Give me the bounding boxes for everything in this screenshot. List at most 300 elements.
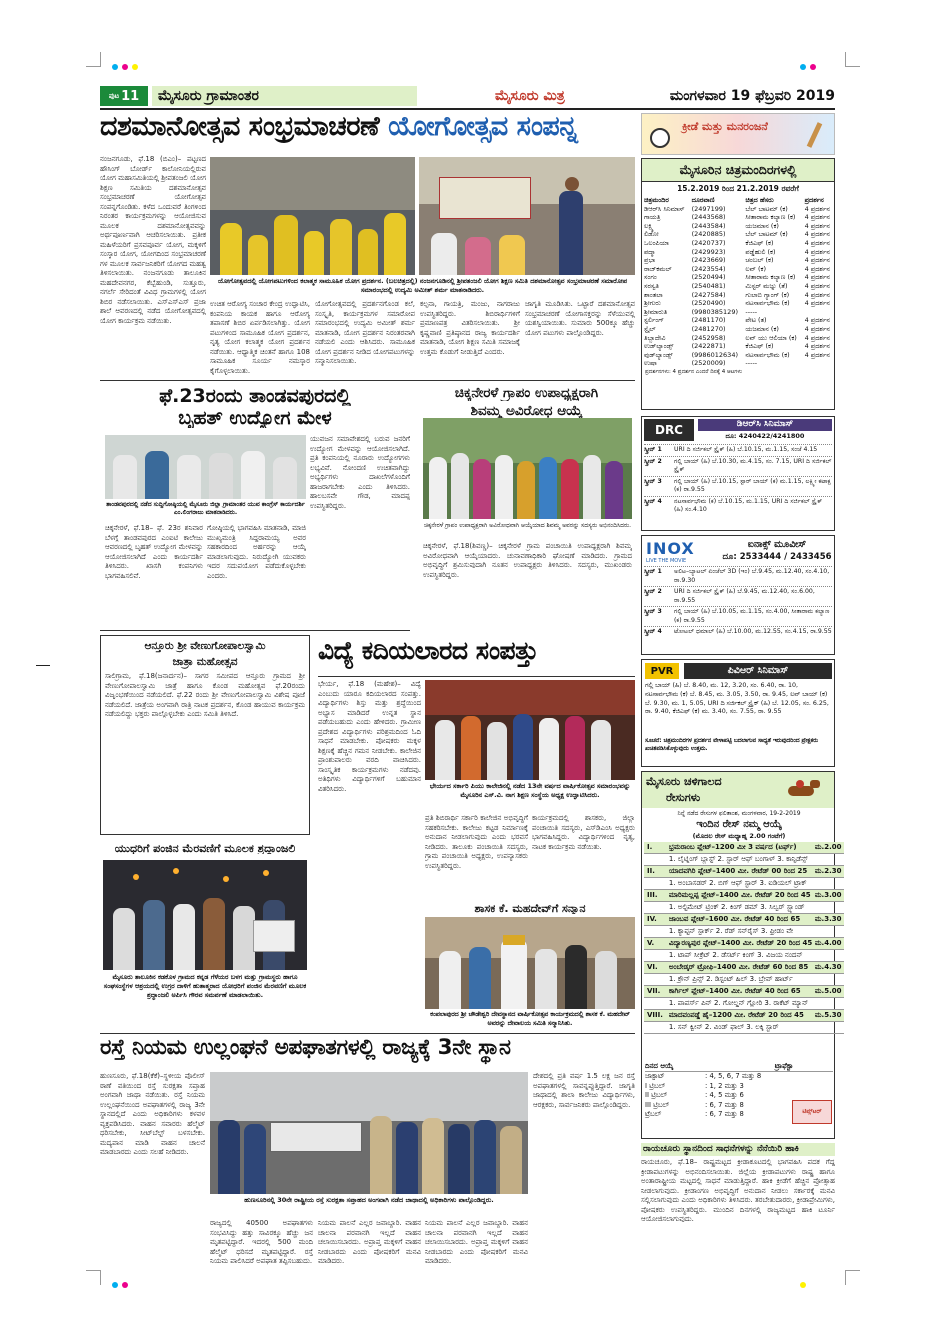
drc-phone: ದೂ: 4240422/4241800 bbox=[725, 432, 805, 440]
cinema-cell: ವುಡ್‌ಲ್ಯಾಂಡ್ಸ್ bbox=[644, 350, 673, 359]
road-col-3: ನಿಯಮ ಪಾಲನೆ ಎಲ್ಲರ ಜವಾಬ್ದಾರಿ. ವಾಹನ ಚಾಲನಾ ಪರವಾನಗಿ ಇಲ್ಲದೆ ವಾಹನ ಚಲಾಯಿಸಬಾರದು. ಅಪ್ರಾಪ್ತ ಮಕ್ಕಳಿಗೆ ವಾಹನ ನೀಡಬಾರದು ಎಂದು ಪೋಷಕರಿಗೆ ಮನವಿ ಮಾಡಿದರು. bbox=[318, 1219, 421, 1265]
race-cell: ಮಾರಿಮಲ್ಲಪ್ಪ ಪ್ಲೇಟ್–1400 ಮೀ. ರೇಟೆಡ್ 20 ರಿಂದ 45 bbox=[666, 890, 812, 902]
page-header bbox=[100, 86, 835, 106]
screen-label: ಸ್ಕ್ರೀನ್ 2 bbox=[644, 588, 662, 595]
chikkanerale-headline-2: ಶಿವಮ್ಮ ಅವಿರೋಧ ಆಯ್ಕೆ bbox=[470, 404, 583, 418]
cinema-title: ಮೈಸೂರಿನ ಚಿತ್ರಮಂದಿರಗಳಲ್ಲಿ bbox=[642, 159, 834, 182]
race-cell: ಜಾಂಬವ ಪ್ಲೇಟ್–1600 ಮೀ. ರೇಟೆಡ್ 40 ರಿಂದ 65 bbox=[666, 914, 812, 926]
cinema-cell: 4 ಪ್ರದರ್ಶನ bbox=[804, 316, 830, 325]
race-cell: ಯಾದವಗಿರಿ ಪ್ಲೇಟ್–1400 ಮೀ. ರೇಟೆಡ್ 00 ರಿಂದ 25 bbox=[666, 866, 812, 878]
race-cell: 1. ಅಂಬಾಸಡರ್ 2. ಬಿಗ್ ಆಫ್ ಸ್ಟಾರ್ 3. ಐಡಿಯಲ್ ಟ್ರಾಕ್ bbox=[666, 878, 812, 890]
race-cell: ಮ.5.00 bbox=[812, 986, 845, 998]
drc-logo: DRC bbox=[644, 419, 694, 441]
race-row bbox=[644, 914, 844, 926]
lead-col-3: ಯೋಗೋತ್ಸವದಲ್ಲಿ ಪ್ರದರ್ಶನಗೊಂಡ ಕಲೆ, ಸಂಸ್ಕೃತಿ, ಕಾರ್ಯಕ್ರಮಗಳ ಸಮಾರೋಪ ಸಮಾರಂಭದಲ್ಲಿ ಉದ್ಯಮಿ ಅಮೀತ್ ಶರ್ಮ ಮಾತನಾಡಿ, ಯೋಗ ಪ್ರದರ್ಶನ ನಿರಂತರವಾಗಿ ನಡೆಯಲಿ ಎಂದು ಆಶಿಸಿದರು. ಸಾಮೂಹಿಕ ಯೋಗ ಪ್ರದರ್ಶನ ನೀಡಿದ ಯೋಗಪಟುಗಳನ್ನು ಸನ್ಮಾನಿಸಲಾಯಿತು. bbox=[315, 300, 415, 365]
inox-row bbox=[644, 606, 832, 626]
registration-mark bbox=[112, 64, 118, 70]
cinema-cell: (2443584) bbox=[691, 221, 726, 230]
cinema-col-head: ಚಿತ್ರಮಂದಿರ bbox=[644, 196, 669, 204]
cinema-cell: (2420737) bbox=[691, 238, 726, 247]
race-cell bbox=[812, 950, 845, 962]
mahadev-caption: ಕಂಪಲಾಪುರದ ಶ್ರೀ ಚೌಡೇಶ್ವರಿ ದೇವಸ್ಥಾನದ ವಾರ್ಷಿಕೋತ್ಸವ ಕಾರ್ಯಕ್ರಮದಲ್ಲಿ ಶಾಸಕ ಕೆ. ಮಹದೇವ್ ಅವರನ್ನು ದೇವಾಲಯ ಸಮಿತಿ ಸನ್ಮಾನಿಸಿತು. bbox=[430, 1011, 630, 1027]
race-cell: III. bbox=[644, 890, 666, 902]
inox-row bbox=[644, 626, 832, 638]
race-row bbox=[644, 866, 844, 878]
extra-label: I ಟ್ರಿಬಲ್ bbox=[645, 1081, 666, 1090]
cinema-cell: ಸ್ಟರ್ಲಿಂಗ್ bbox=[644, 316, 664, 325]
registration-mark bbox=[112, 1282, 118, 1288]
cinema-row bbox=[642, 239, 834, 248]
cinema-cell: ಗುಲಾಬಿ ಗ್ಯಾಂಗ್ (ಕ) bbox=[745, 290, 790, 299]
race-extra-row bbox=[645, 1072, 833, 1082]
cinema-row bbox=[642, 299, 834, 308]
cinema-cell: (2443568) bbox=[691, 213, 726, 222]
cinema-cell: (2423669) bbox=[691, 256, 726, 265]
vidya-caption: ಭೇರ್ಯದ ಸರ್ಕಾರಿ ಪಿಯು ಕಾಲೇಜಿನಲ್ಲಿ ನಡೆದ 13ನೇ ವರ್ಷದ ವಾರ್ಷಿಕೋತ್ಸವ ಸಮಾರಂಭವನ್ನು ಮೈಸೂರಿನ ಎಸ್.ವಿ. ನಾಗ ಶಿಕ್ಷಣ ಸಂಸ್ಥೆಯ ಅಧ್ಯಕ್ಷ ಉದ್ಘಾಟಿಸಿದರು. bbox=[429, 782, 631, 799]
cinema-row bbox=[642, 359, 834, 368]
registration-mark bbox=[132, 64, 138, 70]
chikkanerale-col-1: ಚಿಕ್ಕನೇರಳೆ, ಫೆ.18(ಶಿವಣ್ಣ)– ಚಿಕ್ಕನೇರಳೆ ಗ್ರಾಮ ಪಂಚಾಯಿತಿ ಉಪಾಧ್ಯಕ್ಷರಾಗಿ ಶಿವಮ್ಮ ಅವಿರೋಧವಾಗಿ ಆಯ್ಕೆಯಾದರು. ಚುನಾವಣಾಧಿಕಾರಿ ಘೋಷಣೆ ಮಾಡಿದರು. ಗ್ರಾಮದ ಅಭಿವೃದ್ಧಿಗೆ ಶ್ರಮಿಸುವುದಾಗಿ ನೂತನ ಉಪಾಧ್ಯಕ್ಷರು ತಿಳಿಸಿದರು. ಸದಸ್ಯರು, ಮುಖಂಡರು ಉಪಸ್ಥಿತರಿದ್ದರು. bbox=[423, 542, 632, 579]
cinema-row bbox=[642, 230, 834, 239]
screen-label: ಸ್ಕ್ರೀನ್ 3 bbox=[644, 608, 662, 615]
cinema-cell: ಪೇಟ (ತ) bbox=[745, 316, 767, 325]
race-cell: II. bbox=[644, 866, 666, 878]
vidya-headline: ವಿದ್ಯೆ ಕದಿಯಲಾರದ ಸಂಪತ್ತು bbox=[318, 638, 538, 665]
races-title-bar bbox=[642, 772, 834, 808]
race-row bbox=[644, 1022, 844, 1034]
jatra-title-1: ಆನ್ತೂರು ಶ್ರೀ ವೇಣುಗೋಪಾಲಸ್ವಾಮಿ bbox=[144, 640, 266, 652]
divider bbox=[100, 380, 635, 381]
cinema-cell: 4 ಪ್ರದರ್ಶನ bbox=[804, 273, 830, 282]
race-cell: 1. ಟಾಪ್ ಸೀಕ್ರೆಟ್ 2. ಡೆಸರ್ಟ್ ಕಿಂಗ್ 3. ವಿಜಯ ನಂದನ್ bbox=[666, 950, 812, 962]
cinema-cell: 4 ಪ್ರದರ್ಶನ bbox=[804, 230, 830, 239]
cinema-cell: (2427584) bbox=[691, 290, 726, 299]
cinema-cell: ಸೀತಾರಾಮ ಕಲ್ಯಾಣ (ಕ) bbox=[745, 273, 796, 282]
cinema-row bbox=[642, 325, 834, 334]
race-cell: ಮಾದವಂಪಡ್ಡೆ ಹೈ–1200 ಮೀ. ರೇಟೆಡ್ 20 ರಿಂದ 45 bbox=[666, 1010, 812, 1022]
show-times: ಟೋಟಲ್ ಧಮಾಲ್ (ಹಿ) ಬೆ.10.00, ಮ.12.55, ಸಂ.4.15, ರಾ.9.55 bbox=[674, 628, 832, 635]
cinema-row bbox=[642, 248, 834, 257]
cinema-cell: (2481270) bbox=[691, 324, 726, 333]
road-col-1: ಹುಣಸೂರು, ಫೆ.18(ಕೆಕೆ)–ಸ್ಥಳೀಯ ಪೊಲೀಸ್ ಠಾಣೆ ವತಿಯಿಂದ ರಸ್ತೆ ಸುರಕ್ಷತಾ ಸಪ್ತಾಹ ಅಂಗವಾಗಿ ಜಾಥಾ ನಡೆಯಿತು. ರಸ್ತೆ ನಿಯಮ ಉಲ್ಲಂಘನೆಯಿಂದ ಅಪಘಾತಗಳಲ್ಲಿ ರಾಜ್ಯ 3ನೇ ಸ್ಥಾನದಲ್ಲಿದೆ ಎಂದು ಅಧಿಕಾರಿಗಳು ಕಳವಳ ವ್ಯಕ್ತಪಡಿಸಿದರು. ವಾಹನ ಸವಾರರು ಹೆಲ್ಮೆಟ್ ಧರಿಸಬೇಕು, ಸೀಟ್‌ಬೆಲ್ಟ್ ಬಳಸಬೇಕು. ಮದ್ಯಪಾನ ಮಾಡಿ ವಾಹನ ಚಾಲನೆ ಮಾಡಬಾರದು ಎಂದು ಸಲಹೆ ನೀಡಿದರು. bbox=[100, 1072, 205, 1156]
extra-value: : 4, 5 ಮತ್ತು 6 bbox=[705, 1091, 744, 1099]
lead-col-4: ಕಲ್ಪನಾ, ಗಾಯತ್ರಿ, ಮಂಜು, ನಾಗರಾಜು ಉಪಸ್ಥಿತರಿದ್ದರು. ಶಿಬಿರಾರ್ಥಿಗಳಿಗೆ ಪ್ರಮಾಣಪತ್ರ ವಿತರಿಸಲಾಯಿತು. ಶ್ರೀ ಕೃಷ್ಣವಾಣಿ ಪ್ರತಿಷ್ಠಾನದ ರಾಜ್ಯ ಕಾರ್ಯದರ್ಶಿ ಮಾತನಾಡಿ, ಯೋಗ ಶಿಕ್ಷಣ ಸಮಿತಿ ಸಮಾಜಕ್ಕೆ ಉತ್ತಮ ಕೊಡುಗೆ ನೀಡುತ್ತಿದೆ ಎಂದರು. bbox=[420, 300, 520, 356]
extra-value: : 6, 7 ಮತ್ತು 8 bbox=[705, 1100, 744, 1109]
show-times: URI ದಿ ಸರ್ಜಿಕಲ್ ಸ್ಟ್ರೈಕ್ (ಹಿ) ಬೆ.9.45, ಮ.12.40, ಸಂ.6.00, ರಾ.9.55 bbox=[674, 588, 815, 604]
cinema-cell: ಡಿಆರ್‌ಸಿ ಸಿನಿಮಾಸ್ bbox=[644, 204, 685, 213]
cinema-cell: ----- bbox=[745, 359, 758, 368]
mahadev-headline: ಶಾಸಕ ಕೆ. ಮಹದೇವ್‌ಗೆ ಸನ್ಮಾನ bbox=[474, 903, 586, 914]
margin-dash bbox=[36, 665, 50, 666]
jatra-title-2: ಜಾತ್ರಾ ಮಹೋತ್ಸವ bbox=[172, 656, 238, 668]
inox-rows bbox=[644, 566, 832, 638]
cinema-note: ಪ್ರದರ್ಶನಗಳು: 4 ಪ್ರದರ್ಶನ ಎಂದರೆ ದಿನಕ್ಕೆ 4 ಆಟಗಳು bbox=[645, 368, 742, 375]
race-cell bbox=[812, 998, 845, 1010]
lead-photo-1 bbox=[210, 157, 415, 275]
race-row bbox=[644, 938, 844, 950]
jobfair-caption: ತಾಂಡವಪುರದಲ್ಲಿ ನಡೆದ ಸುದ್ದಿಗೋಷ್ಠಿಯಲ್ಲಿ ಮೈಸೂರು ಜಿಲ್ಲಾ ಗ್ರಾಮಾಂತರ ಯುವ ಕಾಂಗ್ರೆಸ್ ಕಾರ್ಯದರ್ಶಿ ಎಂ.ಲಿಂಗರಾಜು ಮಾತನಾಡಿದರು. bbox=[106, 501, 305, 516]
lead-col-5: ಜಾಗೃತಿ ಮೂಡಿಸಿತು. ಒಟ್ಟಾರೆ ದಶಮಾನೋತ್ಸವ ಸಂಭ್ರಮಾಚರಣೆ ಯೋಗಾಸಕ್ತರನ್ನು ಸೆಳೆಯುವಲ್ಲಿ ಯಶಸ್ವಿಯಾಯಿತು. ಸುಮಾರು 500ಕ್ಕೂ ಹೆಚ್ಚು ಯೋಗ ಪಟುಗಳು ಪಾಲ್ಗೊಂಡಿದ್ದರು. bbox=[525, 300, 635, 337]
cinema-cell: 4 ಪ್ರದರ್ಶನ bbox=[804, 264, 830, 273]
crop-mark bbox=[845, 1270, 860, 1285]
jobfair-photo bbox=[105, 435, 306, 499]
show-times: ಅಲಿಟ–ಬ್ಯಾಟಲ್ ಏಂಜೆಲ್ 3D (ಇಂ) ಬೆ.9.45, ಮ.12.40, ಸಂ.4.10, ರಾ.9.30 bbox=[674, 568, 830, 584]
race-cell bbox=[644, 1022, 666, 1034]
race-cell bbox=[812, 926, 845, 938]
cinema-cell: ಪದ್ಮಾ bbox=[644, 247, 656, 256]
show-times: ಗಲ್ಲಿ ಬಾಯ್ (ಹಿ) ಬೆ.10.05, ಮ.1.15, ಸಂ.4.00, ಸೀತಾರಾಮ ಕಲ್ಯಾಣ (ಕ) ರಾ.9.55 bbox=[674, 608, 830, 624]
cinema-cell: ಒಲಂಪಿಯಾ bbox=[644, 238, 669, 247]
inox-box bbox=[641, 535, 835, 655]
screen-label: ಸ್ಕ್ರೀನ್ 1 bbox=[644, 446, 662, 453]
crop-mark bbox=[86, 52, 101, 67]
cricket-bat-icon bbox=[807, 122, 823, 148]
race-cell: ಅಂಬೇಡ್ಕರ್ ಟ್ರೋಫಿ–1400 ಮೀ. ರೇಟೆಡ್ 60 ರಿಂದ 85 bbox=[666, 962, 812, 974]
cinema-row bbox=[642, 282, 834, 291]
cinema-cell: (2420885) bbox=[691, 230, 726, 239]
jatra-body: ಸಾಲಿಗ್ರಾಮ, ಫೆ.18(ಜನಾರ್ದನ)– ಸಾಗರ ಸಮೀಪದ ಆನ್ತೂರು ಗ್ರಾಮದ ಶ್ರೀ ವೇಣುಗೋಪಾಲಸ್ವಾಮಿ ಜಾತ್ರೆ ಹಾಗೂ ಕೊಂಡ ಮಹೋತ್ಸವ ಫೆ.20ರಂದು ವಿಜೃಂಭಣೆಯಿಂದ ನಡೆಯಲಿದೆ. ಫೆ.22 ರಂದು ಶ್ರೀ ವೇಣುಗೋಪಾಲಸ್ವಾಮಿ ವಿಶೇಷ ಪೂಜೆ ನಡೆಯಲಿದೆ. ಜಾತ್ರೆಯ ಅಂಗವಾಗಿ ರಾತ್ರಿ ನಾಟಕ ಪ್ರದರ್ಶನ, ಕೊಂಡ ಹಾಯುವ ಕಾರ್ಯಕ್ರಮ ನಡೆಯಲಿದ್ದು ಭಕ್ತರು ಪಾಲ್ಗೊಳ್ಳಬೇಕು ಎಂದು ಸಮಿತಿ ತಿಳಿಸಿದೆ. bbox=[105, 672, 305, 718]
races-sub: ನಿನ್ನೆ ನಡೆದ ರೇಸುಗಳ ಫಲಿತಾಂಶ, ಮಂಗಳವಾರ, 19-2-2019 bbox=[677, 810, 801, 817]
chikkanerale-headline-1: ಚಿಕ್ಕನೇರಳೆ ಗ್ರಾಪಂ ಉಪಾಧ್ಯಕ್ಷರಾಗಿ bbox=[454, 387, 599, 401]
inox-tagline: LIVE THE MOVIE bbox=[646, 558, 687, 564]
pvr-body: ಗಲ್ಲಿ ಬಾಯ್ (ಹಿ) ಬೆ. 8.40, ಮ. 12, 3.20, ಸಂ. 6.40, ರಾ. 10, ನಟಸಾರ್ವಭೌಮ (ಕ) ಬೆ. 8.45, ಮ. 3.05, 3.50, ರಾ. 9.45, ಲವ್ ಬಾಯ್ (ಕ) ಬೆ. 9.30, ಮ. 1, 5.05, URI ದಿ ಸರ್ಜಿಕಲ್ ಸ್ಟ್ರೈಕ್ (ಹಿ) ಬೆ. 12.05, ಸಂ. 6.25, ರಾ. 9.40, ಕೆಜಿಎಫ್ (ಕ) ಮ. 3.40, ಸಂ. 7.55, ರಾ. 9.55 bbox=[645, 682, 829, 716]
road-caption: ಹುಣಸೂರಿನಲ್ಲಿ 30ನೇ ರಾಷ್ಟ್ರೀಯ ರಸ್ತೆ ಸುರಕ್ಷತಾ ಸಪ್ತಾಹದ ಅಂಗವಾಗಿ ನಡೆದ ಜಾಥಾದಲ್ಲಿ ಅಧಿಕಾರಿಗಳು ಪಾಲ್ಗೊಂಡಿದ್ದರು. bbox=[244, 1196, 494, 1204]
race-row bbox=[644, 902, 844, 914]
tipster-badge: ಟಿಪ್ಸ್‌ಟರ್ bbox=[792, 1100, 832, 1124]
race-cell bbox=[812, 1022, 845, 1034]
race-cell: ಭ್ರಮರಾಂಬ ಪ್ಲೇಟ್–1200 ಮೀ 3 ವರ್ಷದ (ಟರ್ಫ್) bbox=[666, 842, 812, 854]
race-cell bbox=[812, 878, 845, 890]
race-cell: ಮ.3.00 bbox=[812, 890, 845, 902]
drc-title: ಡಿಆರ್‌ಸಿ ಸಿನಿಮಾಸ್ bbox=[698, 419, 832, 431]
cinema-row bbox=[642, 265, 834, 274]
race-row bbox=[644, 1010, 844, 1022]
rayachur-headline: ರಾಯಚೂರು ಸ್ಥಾನದಿಂದ ಸಾಧನೆಗಳನ್ನು ನೆನೆಯಿರಿ ಹಾಕಿ bbox=[641, 1143, 835, 1156]
torch-photo bbox=[103, 860, 307, 970]
jobfair-headline-2: ಬೃಹತ್ ಉದ್ಯೋಗ ಮೇಳ bbox=[178, 409, 332, 428]
race-cell: ಮ.5.30 bbox=[812, 1010, 845, 1022]
extra-label: ಟ್ರೆಬಲ್ bbox=[645, 1110, 662, 1118]
cinema-col-head: ಪ್ರದರ್ಶನ bbox=[804, 196, 824, 204]
races-table bbox=[644, 842, 844, 1034]
pvr-title: ಪಿವಿಆರ್ ಸಿನಿಮಾಸ್ bbox=[684, 663, 832, 679]
cinema-cell: ಶ್ರೀಗುರು bbox=[644, 299, 661, 308]
divider bbox=[100, 1033, 635, 1034]
cinema-cell: ಶ್ರೀಮಾರುತಿ bbox=[644, 307, 668, 316]
torch-caption: ಮೈಸೂರು ತಾಲೂಕಿನ ಕಡಕೊಳ ಗ್ರಾಮದ ಕನ್ನಡ ಗೆಳೆಯರ ಬಳಗ ಮತ್ತು ಗ್ರಾಮಸ್ಥರು ಹಾಗೂ ಸಂಘಸಂಸ್ಥೆಗಳ ಆಶ್ರಯದಲ್ಲಿ ಉಗ್ರರ ದಾಳಿಗೆ ಹುತಾತ್ಮರಾದ ಯೋಧರಿಗೆ ಪಂಜಿನ ಮೆರವಣಿಗೆ ಮೂಲಕ ಶ್ರದ್ಧಾಂಜಲಿ ಅರ್ಪಿಸಿ ಗೌರವ ಸಮರ್ಪಣೆ ಮಾಡಲಾಯಿತು. bbox=[103, 973, 307, 999]
race-row bbox=[644, 890, 844, 902]
lead-headline-a: ದಶಮಾನೋತ್ಸವ ಸಂಭ್ರಮಾಚರಣೆ bbox=[100, 113, 380, 142]
inox-logo-text: INOX bbox=[646, 539, 695, 558]
race-row bbox=[644, 854, 844, 866]
cinema-cell: (2422871) bbox=[691, 342, 726, 351]
jobfair-headline-1: ಫೆ.23ರಂದು ತಾಂಡವಪುರದಲ್ಲಿ bbox=[159, 387, 351, 406]
inox-row bbox=[644, 566, 832, 586]
cinema-row bbox=[642, 205, 834, 214]
cinema-dates: 15.2.2019 ರಿಂದ 21.2.2019 ರವರೆಗೆ bbox=[677, 184, 799, 193]
lead-caption: ಯೋಗೋತ್ಸವದಲ್ಲಿ ಯೋಗಪಟುಗಳಿಂದ ಕಲಾತ್ಮಕ ಸಾಮೂಹಿಕ ಯೋಗ ಪ್ರದರ್ಶನ. (ಬಲಚಿತ್ರದಲ್ಲಿ) ನಂಜನಗೂಡಿನಲ್ಲಿ ಶ್ರೀಪತಂಜಲಿ ಯೋಗ ಶಿಕ್ಷಣ ಸಮಿತಿ ದಶಮಾನೋತ್ಸವ ಸಂಭ್ರಮಾಚರಣೆ ಸಮಾರೋಪ ಸಮಾರಂಭದಲ್ಲಿ ಉದ್ಯಮಿ ಅಮೀತ್ ಶರ್ಮ ಮಾತನಾಡಿದರು. bbox=[217, 277, 628, 294]
cinema-row bbox=[642, 273, 834, 282]
cinema-row bbox=[642, 351, 834, 360]
race-row bbox=[644, 926, 844, 938]
cinema-cell: ಯಜಮಾನ (ಕ) bbox=[745, 324, 779, 333]
race-cell bbox=[644, 950, 666, 962]
cinema-cell: ಲವ್ ಯು ಆಲಿಯಾ (ಕ) bbox=[745, 333, 797, 342]
screen-label: ಸ್ಕ್ರೀನ್ 4 bbox=[644, 628, 662, 635]
road-col-2: ರಾಜ್ಯದಲ್ಲಿ 40500 ಅಪಘಾತಗಳು ಸಂಭವಿಸಿದ್ದು ಹತ್ತು ಸಾವಿರಕ್ಕೂ ಹೆಚ್ಚು ಜನ ಮೃತಪಟ್ಟಿದ್ದಾರೆ. ಇದರಲ್ಲಿ 500 ಮಂದಿ ಹೆಲ್ಮೆಟ್ ಧರಿಸದೆ ಮೃತಪಟ್ಟಿದ್ದಾರೆ. ರಸ್ತೆ ನಿಯಮ ಪಾಲಿಸಿದರೆ ಅಪಘಾತ ತಪ್ಪಿಸಬಹುದು. bbox=[210, 1219, 313, 1265]
cinema-row bbox=[642, 308, 834, 317]
torch-headline: ಯುಧರಿಗೆ ಪಂಜಿನ ಮೆರವಣಿಗೆ ಮೂಲಕ ಶ್ರದ್ಧಾಂಜಲಿ bbox=[114, 843, 296, 854]
football-icon bbox=[650, 128, 670, 148]
page-no: 11 bbox=[121, 88, 140, 104]
race-cell bbox=[644, 902, 666, 914]
jobfair-col-3: ಯುವಜನ ಸಮಾವೇಶದಲ್ಲಿ ಬರುವ ಜನರಿಗೆ ಉದ್ಯೋಗ ಮೇಳವನ್ನು ಆಯೋಜಿಸಲಾಗಿದೆ. ಪ್ರತಿ ಕಂಪನಿಯಲ್ಲಿ ನೂರಾರು ಉದ್ಯೋಗಗಳು ಲಭ್ಯವಿವೆ. ನೋಂದಣಿ ಉಚಿತವಾಗಿದ್ದು ಅಭ್ಯರ್ಥಿಗಳು ದಾಖಲೆಗಳೊಂದಿಗೆ ಹಾಜರಾಗಬೇಕು ಎಂದು ತಿಳಿಸಿದರು. ಹಾಲಬಸವೇ ಗೌಡ, ಮಾದಪ್ಪ ಉಪಸ್ಥಿತರಿದ್ದರು. bbox=[310, 435, 410, 510]
cinema-cell: (2520494) bbox=[691, 273, 726, 282]
cinema-cell: ಮಿಸ್ಟರ್ ಮಜ್ನು (ತೆ) bbox=[745, 281, 788, 290]
races-title-2: ರೇಸುಗಳು bbox=[666, 791, 701, 804]
divider bbox=[318, 676, 635, 677]
races-today: ಇಂದಿನ ರೇಸ್ ನಮ್ಮ ಆಯ್ಕೆ bbox=[696, 819, 782, 830]
section-title: ಮೈಸೂರು ಗ್ರಾಮಾಂತರ bbox=[152, 86, 417, 106]
cinema-cell: (9980385129) bbox=[691, 307, 738, 316]
cinema-row bbox=[642, 291, 834, 300]
race-cell: 1. ಲೈಟ್ನಿಂಗ್ ಬ್ಲಾಸ್ಟ್ 2. ಸ್ಟಾರ್ ಆಫ್ ಬಂಗಾಳ್ 3. ಕಾನ್ಫಿಡೆನ್ಸ್ bbox=[666, 854, 812, 866]
road-headline: ರಸ್ತೆ ನಿಯಮ ಉಲ್ಲಂಘನೆ ಅಪಘಾತಗಳಲ್ಲಿ ರಾಜ್ಯಕ್ಕೆ 3ನೇ ಸ್ಥಾನ bbox=[100, 1037, 511, 1060]
paper-logo: ಮೈಸೂರು ಮಿತ್ರ bbox=[495, 88, 565, 104]
issue-date: ಮಂಗಳವಾರ 19 ಫೆಬ್ರವರಿ 2019 bbox=[669, 88, 835, 104]
cinema-cell: 4 ಪ್ರದರ್ಶನ bbox=[804, 204, 830, 213]
cinema-cell: ಉಡ್‌ಲ್ಯಾಂಡ್ಸ್ bbox=[644, 342, 674, 351]
crop-mark bbox=[86, 1270, 101, 1285]
race-cell bbox=[644, 974, 666, 986]
cinema-cell: (2520490) bbox=[691, 299, 726, 308]
race-row bbox=[644, 986, 844, 998]
cinema-cell: ಪಡ್ಡೆಹುಲಿ (ಕ) bbox=[745, 247, 776, 256]
cinema-cell: (2481170) bbox=[691, 316, 726, 325]
road-col-4: ದೇಶದಲ್ಲಿ ಪ್ರತಿ ವರ್ಷ 1.5 ಲಕ್ಷ ಜನ ರಸ್ತೆ ಅಪಘಾತಗಳಲ್ಲಿ ಸಾವನ್ನಪ್ಪುತ್ತಿದ್ದಾರೆ. ಜಾಗೃತಿ ಜಾಥಾದಲ್ಲಿ ಶಾಲಾ ಕಾಲೇಜು ವಿದ್ಯಾರ್ಥಿಗಳು, ಆರಕ್ಷಕರು, ಸಾರ್ವಜನಿಕರು ಪಾಲ್ಗೊಂಡಿದ್ದರು. bbox=[533, 1072, 635, 1109]
cinema-cell: (2540481) bbox=[691, 281, 726, 290]
extra-head: ದಿನದ ಆಯ್ಕೆ bbox=[645, 1062, 674, 1070]
extra-head: ಟ್ರಾಫೆಕ್ಟಾ bbox=[774, 1062, 793, 1070]
horse-icon bbox=[782, 778, 824, 802]
page-number bbox=[100, 86, 148, 106]
inox-phone: ದೂ: 2533444 / 2433456 bbox=[722, 552, 832, 562]
header-rule bbox=[100, 108, 835, 110]
inox-row bbox=[644, 586, 832, 606]
cinema-cell: (2423554) bbox=[691, 264, 726, 273]
race-cell bbox=[644, 998, 666, 1010]
road-col-4b: ನಿಯಮ ಪಾಲನೆ ಎಲ್ಲರ ಜವಾಬ್ದಾರಿ. ವಾಹನ ಚಾಲನಾ ಪರವಾನಗಿ ಇಲ್ಲದೆ ವಾಹನ ಚಲಾಯಿಸಬಾರದು. ಅಪ್ರಾಪ್ತ ಮಕ್ಕಳಿಗೆ ವಾಹನ ನೀಡಬಾರದು ಎಂದು ಪೋಷಕರಿಗೆ ಮನವಿ ಮಾಡಿದರು. bbox=[425, 1219, 528, 1265]
extra-label: ಜಾಕ್ಪಾಟ್ bbox=[645, 1072, 665, 1080]
cinema-row bbox=[642, 334, 834, 343]
extra-label: II ಟ್ರಿಬಲ್ bbox=[645, 1091, 668, 1099]
cinema-cell: ಬೆಲ್ ಬಾಟಮ್ (ಕ) bbox=[745, 230, 788, 239]
cinema-cell: (2520009) bbox=[691, 359, 726, 368]
cinema-row bbox=[642, 342, 834, 351]
lead-headline-b: ಯೋಗೋತ್ಸವ ಸಂಪನ್ನ bbox=[388, 113, 578, 142]
cinema-cell: ನಟಸಾರ್ವಭೌಮ (ಕ) bbox=[745, 299, 790, 308]
race-cell bbox=[812, 902, 845, 914]
screen-label: ಸ್ಕ್ರೀನ್ 2 bbox=[644, 457, 662, 465]
cinema-cell: ತಿಬ್ಬಾದೇವಿ bbox=[644, 333, 666, 342]
jobfair-col-2: ಗೋಷ್ಠಿಯಲ್ಲಿ ಭಾಗವಹಿಸಿ ಮಾತನಾಡಿ, ಮಾಜಿ ಮುಖ್ಯಮಂತ್ರಿ ಸಿದ್ದರಾಮಯ್ಯ ಅವರ ಸಹಕಾರದಿಂದ ಅರ್ಹರನ್ನು ಆಯ್ಕೆ ಮಾಡಲಾಗುವುದು. ನಿರುದ್ಯೋಗಿ ಯುವಕರು ಇದರ ಸದುಪಯೋಗ ಪಡೆದುಕೊಳ್ಳಬೇಕು ಎಂದರು. bbox=[207, 524, 306, 580]
cinema-cell: 4 ಪ್ರದರ್ಶನ bbox=[804, 290, 830, 299]
sports-banner bbox=[641, 113, 835, 155]
vidya-col-3: ಕಾರ್ಯಕ್ರಮದಲ್ಲಿ ಶಾಸಕರು, ಜಿಲ್ಲಾ ಪಂಚಾಯಿತಿ ಸದಸ್ಯರು, ಎಸ್‌ಡಿಎಂಸಿ ಅಧ್ಯಕ್ಷರು ಭಾಗವಹಿಸಿದ್ದರು. ವಿದ್ಯಾರ್ಥಿಗಳಿಂದ ನೃತ್ಯ, ನಾಟಕ ಕಾರ್ಯಕ್ರಮ ನಡೆಯಿತು. bbox=[532, 814, 635, 851]
crop-mark bbox=[845, 52, 860, 67]
rayachur-body: ರಾಯಚೂರು, ಫೆ.18– ರಾಷ್ಟ್ರಮಟ್ಟದ ಕ್ರೀಡಾಕೂಟದಲ್ಲಿ ಭಾಗವಹಿಸಿ ಪದಕ ಗೆದ್ದ ಕ್ರೀಡಾಪಟುಗಳನ್ನು ಅಭಿನಂದಿಸಲಾಯಿತು. ಜಿಲ್ಲೆಯ ಕ್ರೀಡಾಪಟುಗಳು ರಾಷ್ಟ್ರ ಹಾಗೂ ಅಂತಾರಾಷ್ಟ್ರೀಯ ಮಟ್ಟದಲ್ಲಿ ಸಾಧನೆ ಮಾಡುತ್ತಿದ್ದಾರೆ. ಹಾಕಿ ಕ್ರೀಡೆಗೆ ಹೆಚ್ಚಿನ ಪ್ರೋತ್ಸಾಹ ನೀಡಲಾಗುವುದು. ಕ್ರೀಡಾಂಗಣ ಅಭಿವೃದ್ಧಿಗೆ ಅನುದಾನ ನೀಡಲು ಸರ್ಕಾರಕ್ಕೆ ಮನವಿ ಸಲ್ಲಿಸಲಾಗುವುದು ಎಂದು ಅಧಿಕಾರಿಗಳು ತಿಳಿಸಿದರು. ತರಬೇತುದಾರರು, ಕ್ರೀಡಾಪ್ರೇಮಿಗಳು, ಪೋಷಕರು ಉಪಸ್ಥಿತರಿದ್ದರು. ಮುಂದಿನ ದಿನಗಳಲ್ಲಿ ರಾಜ್ಯಮಟ್ಟದ ಹಾಕಿ ಟೂರ್ನಿ ಆಯೋಜಿಸಲಾಗುವುದು. bbox=[641, 1158, 835, 1223]
chikkanerale-caption: ಚಿಕ್ಕನೇರಳೆ ಗ್ರಾಪಂ ಉಪಾಧ್ಯಕ್ಷರಾಗಿ ಅವಿರೋಧವಾಗಿ ಆಯ್ಕೆಯಾದ ಶಿವಮ್ಮ ಅವರನ್ನು ಸದಸ್ಯರು ಅಭಿನಂದಿಸಿದರು. bbox=[423, 522, 632, 529]
cinema-row bbox=[642, 256, 834, 265]
race-cell: VI. bbox=[644, 962, 666, 974]
cinema-cell: (2497199) bbox=[691, 204, 726, 213]
race-cell: I. bbox=[644, 842, 666, 854]
page-label: ಪುಟ bbox=[108, 91, 120, 100]
cinema-cell: 4 ಪ್ರದರ್ಶನ bbox=[804, 324, 830, 333]
screen-label: ಸ್ಕ್ರೀನ್ 4 bbox=[644, 497, 662, 505]
race-cell: 1. ಸನ್ ಕ್ವೀನ್ 2. ವಿಂಡ್ ಫಾಲ್ 3. ಲಕ್ಕಿ ಸ್ಟಾರ್ bbox=[666, 1022, 812, 1034]
sports-banner-title: ಕ್ರೀಡೆ ಮತ್ತು ಮನರಂಜನೆ bbox=[682, 120, 768, 133]
extra-value: : 4, 5, 6, 7 ಮತ್ತು 8 bbox=[705, 1072, 762, 1080]
extra-label: III ಟ್ರಿಬಲ್ bbox=[645, 1100, 670, 1109]
vidya-col-2: ಪ್ರತಿ ಶಿಬಿರಾರ್ಥಿ ಸರ್ಕಾರಿ ಕಾಲೇಜಿನ ಅಭಿವೃದ್ಧಿಗೆ ಸಹಕರಿಸಬೇಕು. ಕಾಲೇಜು ಕಟ್ಟಡ ನಿರ್ಮಾಣಕ್ಕೆ ಅನುದಾನ ನೀಡಲಾಗುವುದು ಎಂದು ಭರವಸೆ ನೀಡಿದರು. ತಾಲೂಕು ಪಂಚಾಯಿತಿ ಸದಸ್ಯರು, ಗ್ರಾಮ ಪಂಚಾಯಿತಿ ಅಧ್ಯಕ್ಷರು, ಉಪನ್ಯಾಸಕರು ಉಪಸ್ಥಿತರಿದ್ದರು. bbox=[425, 814, 528, 870]
cinema-cell: ಯಜಮಾನ (ಕ) bbox=[745, 221, 779, 230]
cinema-cell: (2452958) bbox=[691, 333, 726, 342]
cinema-cell: ಸಂಗಂ bbox=[644, 273, 657, 282]
cinema-cell: 4 ಪ್ರದರ್ಶನ bbox=[804, 333, 830, 342]
cinema-cell: ಕೆಜಿಎಫ್ (ಕ) bbox=[745, 342, 774, 351]
cinema-cell: ಸರಸ್ವತಿ bbox=[644, 281, 659, 290]
cinema-cell: ರಾಜ್‌ಕಮಲ್ bbox=[644, 264, 672, 273]
cinema-cell: ಪ್ರಭಾ bbox=[644, 256, 656, 265]
pvr-box bbox=[641, 659, 835, 767]
race-cell: ಮ.4.00 bbox=[812, 938, 845, 950]
cinema-cell: 4 ಪ್ರದರ್ಶನ bbox=[804, 350, 830, 359]
race-cell bbox=[644, 926, 666, 938]
drc-row bbox=[644, 496, 832, 516]
road-photo bbox=[210, 1072, 528, 1194]
registration-mark bbox=[122, 64, 128, 70]
lead-col-2: ಉಚಿತ ಆರೋಗ್ಯ ಸಂಚಾರ ಕೇಂದ್ರ ಉದ್ಘಾಟಿಸಿ, ಕಂಪನಿಯ ಕಾಯಕ ಹಾಗೂ ಆರೋಗ್ಯ ತಪಾಸಣೆ ಶಿಬಿರ ಏರ್ಪಡಿಸಲಾಗಿತ್ತು. ಯೋಗ ಪಟುಗಳಿಂದ ಸಾಮೂಹಿಕ ಯೋಗ ಪ್ರದರ್ಶನ, ನೃತ್ಯ ಯೋಗ ಕಲಾತ್ಮಕ ಯೋಗ ಪ್ರದರ್ಶನ ನಡೆಯಿತು. ಆಧ್ಯಾತ್ಮಿಕ ಚಿಂತನೆ ಹಾಗೂ 108 ಸಾಮೂಹಿಕ ಸೂರ್ಯ ನಮಸ್ಕಾರ ಕೈಗೊಳ್ಳಲಾಯಿತು. bbox=[210, 300, 310, 375]
cinema-cell: (9986012634) bbox=[691, 350, 738, 359]
race-cell: ಮ.3.30 bbox=[812, 914, 845, 926]
race-cell: IV. bbox=[644, 914, 666, 926]
race-cell: VII. bbox=[644, 986, 666, 998]
race-cell: 1. ಕ್ಯಾಪ್ಟನ್ ಸ್ಪಾರ್ಕ್ 2. ರೆಡ್ ಸನ್‌ರೈಸ್ 3. ಫ್ರೀಡಂ ವೇ bbox=[666, 926, 812, 938]
vidya-col-1: ಭೇರ್ಯ, ಫೆ.18 (ಮಹೇಶ)– ವಿದ್ಯೆ ಎಂಬುದು ಯಾರೂ ಕದಿಯಲಾರದ ಸಂಪತ್ತು. ವಿದ್ಯಾರ್ಥಿಗಳು ಶಿಸ್ತು ಮತ್ತು ಶ್ರದ್ಧೆಯಿಂದ ಅಭ್ಯಾಸ ಮಾಡಿದರೆ ಉನ್ನತ ಸ್ಥಾನ ಪಡೆಯಬಹುದು ಎಂದು ಹೇಳಿದರು. ಗ್ರಾಮೀಣ ಪ್ರದೇಶದ ವಿದ್ಯಾರ್ಥಿಗಳು ಪರಿಶ್ರಮದಿಂದ ಓದಿ ಸಾಧನೆ ಮಾಡಬೇಕು. ಪೋಷಕರು ಮಕ್ಕಳ ಶಿಕ್ಷಣಕ್ಕೆ ಹೆಚ್ಚಿನ ಗಮನ ನೀಡಬೇಕು. ಕಾಲೇಜಿನ ಪ್ರಾಂಶುಪಾಲರು ವರದಿ ವಾಚಿಸಿದರು. ಸಾಂಸ್ಕೃತಿಕ ಕಾರ್ಯಕ್ರಮಗಳು ನಡೆದವು. ಅತಿಥಿಗಳು ವಿದ್ಯಾರ್ಥಿಗಳಿಗೆ ಬಹುಮಾನ ವಿತರಿಸಿದರು. bbox=[318, 680, 421, 793]
jobfair-col-1: ಚಿಕ್ಕನೇರಳೆ, ಫೆ.18– ಫೆ. 23ರ ಶನಿವಾರ ಬೆಳಗ್ಗೆ ತಾಂಡವಪುರದ ಎಂಐಟಿ ಕಾಲೇಜು ಆವರಣದಲ್ಲಿ ಬೃಹತ್ ಉದ್ಯೋಗ ಮೇಳವನ್ನು ಆಯೋಜಿಸಲಾಗಿದೆ ಎಂದು ಕಾರ್ಯದರ್ಶಿ ತಿಳಿಸಿದರು. ಖಾಸಗಿ ಕಂಪನಿಗಳು ಭಾಗವಹಿಸಲಿವೆ. bbox=[105, 524, 203, 580]
chikkanerale-photo bbox=[423, 418, 632, 519]
drc-rows bbox=[644, 444, 832, 516]
cinema-cell: ಸೀತಾರಾಮ ಕಲ್ಯಾಣ (ಕ) bbox=[745, 213, 796, 222]
race-cell bbox=[644, 854, 666, 866]
lead-headline bbox=[100, 113, 635, 153]
mahadev-photo bbox=[425, 917, 635, 1009]
cinema-cell: 4 ಪ್ರದರ್ಶನ bbox=[804, 213, 830, 222]
cinema-cell: ಲಿಡೋ bbox=[644, 230, 659, 239]
cinema-cell: 4 ಪ್ರದರ್ಶನ bbox=[804, 238, 830, 247]
race-cell: ಮ.4.30 bbox=[812, 962, 845, 974]
race-extra-row bbox=[645, 1082, 833, 1092]
inox-title: ಐನಾಕ್ಸ್ ಮೂವೀಸ್ bbox=[747, 539, 807, 550]
cinema-cell: 4 ಪ್ರದರ್ಶನ bbox=[804, 221, 830, 230]
show-times: URI ದಿ ಸರ್ಜಿಕಲ್ ಸ್ಟ್ರೈಕ್ (ಹಿ) ಬೆ.10.15, ಮ.1.15, ಸಂಜೆ 4.15 bbox=[674, 446, 818, 453]
race-row bbox=[644, 878, 844, 890]
registration-mark bbox=[800, 1282, 806, 1288]
show-times: ಗಲ್ಲಿ ಬಾಯ್ (ಹಿ) ಬೆ.10.30, ಮ.4.15, ಸಂ. 7.15, URI ದಿ ಸರ್ಜಿಕಲ್ ಸ್ಟ್ರೈಕ್ bbox=[674, 457, 832, 473]
cinema-table bbox=[642, 196, 834, 368]
cinema-cell: 4 ಪ್ರದರ್ಶನ bbox=[804, 247, 830, 256]
cinema-cell: 4 ಪ್ರದರ್ಶನ bbox=[804, 342, 830, 351]
cinema-cell: ಸ್ಟೈಲ್ bbox=[644, 324, 656, 333]
drc-row bbox=[644, 476, 832, 496]
cinema-cell: ----- bbox=[745, 307, 758, 316]
race-cell bbox=[812, 854, 845, 866]
race-row bbox=[644, 842, 844, 854]
cinema-cell: ನಟಸಾರ್ವಭೌಮ (ಕ) bbox=[745, 350, 790, 359]
races-box bbox=[641, 771, 842, 1139]
race-cell: 1. ಅಲ್ಟಿಮೇಟ್ ಟ್ರಿಂಕ್ 2. ಕಿಂಗ್ ಡಮ್ 3. ಸಿಲ್ವರ್ ಸ್ಟ್ಯಾಂಡ್ bbox=[666, 902, 812, 914]
race-cell: V. bbox=[644, 938, 666, 950]
extra-value: : 1, 2 ಮತ್ತು 3 bbox=[705, 1081, 744, 1090]
cinema-row bbox=[642, 213, 834, 222]
cinema-cell bbox=[803, 359, 834, 368]
race-cell: ಮ.2.30 bbox=[812, 866, 845, 878]
race-cell: 1. ಕ್ರೌನ್ ಪ್ರಿನ್ಸ್ 2. ಡಿಸ್ಟಂಟ್ ಹಿಲ್ 3. ಬ್ರೇವ್ ಹಾರ್ಟ್ bbox=[666, 974, 812, 986]
registration-mark bbox=[122, 1282, 128, 1288]
race-cell bbox=[644, 878, 666, 890]
cinema-cell: 4 ಪ್ರದರ್ಶನ bbox=[804, 281, 830, 290]
screen-label: ಸ್ಕ್ರೀನ್ 3 bbox=[644, 477, 662, 485]
race-row bbox=[644, 998, 844, 1010]
cinema-cell: ಚಂಬಲ್ (ಕ) bbox=[745, 256, 774, 265]
race-cell: ವಿದ್ಯಾರಣ್ಯಪುರ ಪ್ಲೇಟ್–1400 ಮೀ. ರೇಟೆಡ್ 20 ರಿಂದ 45 bbox=[666, 938, 812, 950]
cinema-row bbox=[642, 222, 834, 231]
extra-value: : 6, 7 ಮತ್ತು 8 bbox=[705, 1110, 744, 1118]
registration-mark bbox=[810, 64, 816, 70]
registration-mark bbox=[800, 64, 806, 70]
lead-col-1: ನಂಜನಗೂಡು, ಫೆ.18 (ಬಿಎಂ)– ಪಟ್ಟಣದ ಹೌಸಿಂಗ್ ಬೋರ್ಡ್ ಕಾಲೋನಿಯಲ್ಲಿರುವ ಯೋಗ ಮಹಾಸಮಿತಿಯಲ್ಲಿ ಶ್ರೀಪತಂಜಲಿ ಯೋಗ ಶಿಕ್ಷಣ ಸಮಿತಿಯ ದಶಮಾನೋತ್ಸವ ಸಂಭ್ರಮಾಚರಣೆ ಯೋಗೋತ್ಸವ ಸಂಪನ್ನಗೊಂಡಿತು. ಕಳೆದ ಒಂದುವರೆ ತಿಂಗಳಿಂದ ನಿರಂತರ ಕಾರ್ಯಕ್ರಮಗಳನ್ನು ಆಯೋಜಿಸುವ ಮೂಲಕ ದಶಮಾನೋತ್ಸವವನ್ನು ಅರ್ಥಪೂರ್ಣವಾಗಿ ಆಚರಿಸಲಾಯಿತು. ಪ್ರತೀಕ ಮಹಿಳೆಯರಿಗೆ ಪ್ರಸವಪೂರ್ವ ಯೋಗ, ಮಕ್ಕಳಿಗೆ ಸಂಸ್ಕಾರ ಯೋಗ, ಯೋಗದಿಂದ ಸಂಭ್ರಮಾಚರಣೆ ಗಳ ಮೂಲಕ ಸಾರ್ವಜನಿಕರಿಗೆ ಯೋಗದ ಮಹತ್ವ ತಿಳಿಸಲಾಯಿತು. ನಂಜನಗೂಡು ತಾಲೂಕಿನ ಮಹದೇವನಗರ, ಕೆಬ್ಬೆಹುಂಡಿ, ಸುತ್ತೂರು, ನಗರ್ಲೆ ಸೇರಿದಂತೆ ವಿವಿಧ ಗ್ರಾಮಗಳಲ್ಲಿ ಯೋಗ ಶಿಬಿರ ನಡೆಸಲಾಯಿತು. ಎಸ್‌ಎಸ್‌ಎಸ್ ಪ್ರಜಾ ಶಾಲೆ ಆವರಣದಲ್ಲಿ ನಡೆದ ಯೋಗೋತ್ಸವದಲ್ಲಿ ಯೋಗ ಕಾರ್ಯಕ್ರಮ ನಡೆಯಿತು. bbox=[100, 155, 206, 325]
cinema-cell: (2429923) bbox=[691, 247, 726, 256]
cinema-cell: ಶಾಂತಲಾ bbox=[644, 290, 663, 299]
cinema-cell: ಲವ್ (ಕ) bbox=[745, 264, 766, 273]
cinema-col-head: ದೂರವಾಣಿ bbox=[691, 196, 715, 204]
cinema-box bbox=[641, 158, 835, 410]
race-cell: VIII. bbox=[644, 1010, 666, 1022]
cinema-cell: ಬೆಲ್ ಬಾಟಮ್ (ಕ) bbox=[745, 204, 788, 213]
show-times: ಗಲ್ಲಿ ಬಾಯ್ (ಹಿ) ಬೆ.10.15, ಸ್ಟಾರ್ ಬಾಯ್ (ಕ) ಮ.1.15, ಲಕ್ಷ್ಮೀ ಕಟಾಕ್ಷ (ಕ) ರಾ.9.55 bbox=[674, 477, 831, 493]
race-cell: ಮ.2.00 bbox=[812, 842, 845, 854]
cinema-cell: ಲಕ್ಷ್ಮಿ bbox=[644, 221, 654, 230]
races-title-1: ಮೈಸೂರು ಚಳಿಗಾಲದ bbox=[646, 775, 722, 788]
cinema-cell: ಗಾಯತ್ರಿ bbox=[644, 213, 661, 222]
cinema-cell: 4 ಪ್ರದರ್ಶನ bbox=[804, 256, 830, 265]
cinema-cell: ಕೆಜಿಎಫ್ (ಕ) bbox=[745, 238, 774, 247]
race-row bbox=[644, 974, 844, 986]
lead-photo-2 bbox=[419, 157, 635, 275]
cinema-cell: 4 ಪ್ರದರ್ಶನ bbox=[804, 299, 830, 308]
drc-row bbox=[644, 444, 832, 456]
show-times: ನಟಸಾರ್ವಭೌಮ (ಕ) ಬೆ.10.15, ಮ.1.15, URI ದಿ ಸರ್ಜಿಕಲ್ ಸ್ಟ್ರೈಕ್ (ಹಿ) ಸಂ.4.10 bbox=[674, 497, 823, 513]
screen-label: ಸ್ಕ್ರೀನ್ 1 bbox=[644, 568, 662, 575]
cinema-row bbox=[642, 316, 834, 325]
race-cell: ಕಾರ್ಗಿಲ್ ಪ್ಲೇಟ್–1400 ಮೀ. ರೇಟೆಡ್ 40 ರಿಂದ 65 bbox=[666, 986, 812, 998]
cinema-cell: ಉಷಾ bbox=[644, 359, 657, 368]
drc-row bbox=[644, 456, 832, 476]
races-today-sub: (ಮೊದಲ ರೇಸ್ ಮಧ್ಯಾಹ್ನ 2.00 ಗಂಟೆಗೆ) bbox=[692, 832, 786, 840]
race-row bbox=[644, 962, 844, 974]
cinema-col-head: ಚಿತ್ರದ ಹೆಸರು bbox=[745, 196, 774, 204]
